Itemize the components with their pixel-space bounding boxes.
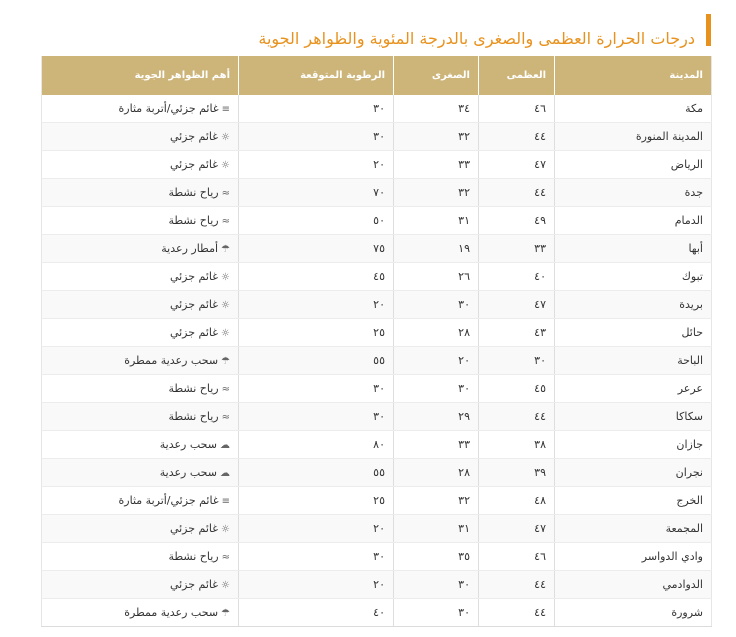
cell-city: مكة xyxy=(555,95,712,123)
cell-city: الرياض xyxy=(555,151,712,179)
cell-min: ٢٩ xyxy=(394,403,479,431)
phenomena-text: سحب رعدية ممطرة xyxy=(124,606,219,619)
page-header xyxy=(0,14,711,46)
cell-min: ٣٢ xyxy=(394,487,479,515)
cell-min: ٣٤ xyxy=(394,95,479,123)
cell-max: ٣٣ xyxy=(479,235,555,263)
cell-city: تبوك xyxy=(555,263,712,291)
cell-phenomena xyxy=(42,487,239,515)
cell-phenomena xyxy=(42,459,239,487)
cell-max: ٤٨ xyxy=(479,487,555,515)
cell-min: ٣٢ xyxy=(394,123,479,151)
cell-humidity: ٤٥ xyxy=(239,263,394,291)
cell-max: ٣٨ xyxy=(479,431,555,459)
cell-min: ٣١ xyxy=(394,207,479,235)
table-row xyxy=(42,179,712,207)
cell-max: ٣٩ xyxy=(479,459,555,487)
table-row xyxy=(42,263,712,291)
weather-icon: ☼ xyxy=(221,272,230,283)
phenomena-text: غائم جزئي xyxy=(169,158,219,171)
phenomena-text: غائم جزئي/أتربة مثارة xyxy=(118,494,219,507)
phenomena-text: سحب رعدية ممطرة xyxy=(124,354,219,367)
cell-phenomena xyxy=(42,151,239,179)
weather-icon: ≡ xyxy=(221,104,230,115)
table-row xyxy=(42,375,712,403)
cell-humidity: ٢٠ xyxy=(239,151,394,179)
cell-min: ٢٨ xyxy=(394,459,479,487)
cell-humidity: ٣٠ xyxy=(239,375,394,403)
weather-icon: ☼ xyxy=(221,328,230,339)
cell-city: عرعر xyxy=(555,375,712,403)
table-row xyxy=(42,319,712,347)
cell-city: وادي الدواسر xyxy=(555,543,712,571)
cell-max: ٤٤ xyxy=(479,123,555,151)
cell-max: ٤٦ xyxy=(479,543,555,571)
weather-icon: ☼ xyxy=(221,580,230,591)
table-row xyxy=(42,403,712,431)
cell-min: ٢٦ xyxy=(394,263,479,291)
table-row xyxy=(42,599,712,627)
phenomena-text: غائم جزئي xyxy=(169,298,219,311)
weather-icon: ☼ xyxy=(221,160,230,171)
weather-icon: ☁ xyxy=(220,468,230,479)
weather-table xyxy=(41,56,712,627)
cell-city: بريدة xyxy=(555,291,712,319)
cell-phenomena xyxy=(42,347,239,375)
cell-humidity: ٣٠ xyxy=(239,543,394,571)
cell-max: ٤٦ xyxy=(479,95,555,123)
weather-icon: ☂ xyxy=(221,608,230,619)
cell-max: ٤٥ xyxy=(479,375,555,403)
cell-phenomena xyxy=(42,291,239,319)
cell-humidity: ٢٠ xyxy=(239,515,394,543)
cell-max: ٤٧ xyxy=(479,515,555,543)
cell-max: ٤٣ xyxy=(479,319,555,347)
cell-humidity: ٥٥ xyxy=(239,459,394,487)
phenomena-text: غائم جزئي/أتربة مثارة xyxy=(118,102,219,115)
cell-min: ٣١ xyxy=(394,515,479,543)
cell-phenomena xyxy=(42,599,239,627)
cell-city: الدوادمي xyxy=(555,571,712,599)
header-min: الصغرى xyxy=(394,56,479,95)
header-row xyxy=(42,56,712,95)
table-body xyxy=(42,95,712,627)
weather-icon: ≈ xyxy=(221,552,230,563)
weather-icon: ☂ xyxy=(221,356,230,367)
cell-max: ٤٤ xyxy=(479,403,555,431)
phenomena-text: رياح نشطة xyxy=(168,550,219,563)
cell-phenomena xyxy=(42,319,239,347)
table-row xyxy=(42,347,712,375)
cell-min: ٣٠ xyxy=(394,375,479,403)
table-row xyxy=(42,235,712,263)
cell-max: ٤٧ xyxy=(479,151,555,179)
cell-max: ٤٤ xyxy=(479,179,555,207)
cell-city: نجران xyxy=(555,459,712,487)
page-title: درجات الحرارة العظمى والصغرى بالدرجة المئوية والظواهر الجوية xyxy=(258,28,695,48)
cell-humidity: ٢٠ xyxy=(239,291,394,319)
cell-city: المجمعة xyxy=(555,515,712,543)
header-phenomena: أهم الظواهر الجوية xyxy=(42,56,239,95)
cell-phenomena xyxy=(42,95,239,123)
header-humidity: الرطوبة المتوقعة xyxy=(239,56,394,95)
weather-icon: ≡ xyxy=(221,496,230,507)
phenomena-text: غائم جزئي xyxy=(169,522,219,535)
cell-city: حائل xyxy=(555,319,712,347)
phenomena-text: رياح نشطة xyxy=(168,382,219,395)
cell-city: شرورة xyxy=(555,599,712,627)
table-row xyxy=(42,487,712,515)
cell-humidity: ٨٠ xyxy=(239,431,394,459)
weather-icon: ☼ xyxy=(221,132,230,143)
phenomena-text: رياح نشطة xyxy=(168,214,219,227)
cell-phenomena xyxy=(42,431,239,459)
table-row xyxy=(42,515,712,543)
cell-city: جدة xyxy=(555,179,712,207)
cell-city: سكاكا xyxy=(555,403,712,431)
cell-humidity: ٣٠ xyxy=(239,95,394,123)
phenomena-text: رياح نشطة xyxy=(168,410,219,423)
cell-city: أبها xyxy=(555,235,712,263)
phenomena-text: غائم جزئي xyxy=(169,130,219,143)
phenomena-text: سحب رعدية xyxy=(159,438,217,451)
table-header xyxy=(42,56,712,95)
cell-min: ٣٣ xyxy=(394,151,479,179)
cell-min: ٣٠ xyxy=(394,599,479,627)
table-row xyxy=(42,151,712,179)
cell-humidity: ٥٥ xyxy=(239,347,394,375)
header-city: المدينة xyxy=(555,56,712,95)
weather-icon: ☼ xyxy=(221,300,230,311)
phenomena-text: أمطار رعدية xyxy=(161,242,219,255)
weather-icon: ≈ xyxy=(221,384,230,395)
cell-humidity: ٧٠ xyxy=(239,179,394,207)
cell-humidity: ٥٠ xyxy=(239,207,394,235)
cell-humidity: ٣٠ xyxy=(239,123,394,151)
cell-min: ١٩ xyxy=(394,235,479,263)
cell-max: ٤٤ xyxy=(479,599,555,627)
table-row xyxy=(42,571,712,599)
cell-max: ٣٠ xyxy=(479,347,555,375)
phenomena-text: سحب رعدية xyxy=(159,466,217,479)
cell-min: ٣٥ xyxy=(394,543,479,571)
weather-icon: ☂ xyxy=(221,244,230,255)
cell-phenomena xyxy=(42,235,239,263)
phenomena-text: غائم جزئي xyxy=(169,326,219,339)
cell-max: ٤٩ xyxy=(479,207,555,235)
cell-phenomena xyxy=(42,403,239,431)
table-row xyxy=(42,543,712,571)
cell-min: ٣٠ xyxy=(394,291,479,319)
cell-min: ٢٠ xyxy=(394,347,479,375)
cell-max: ٤٧ xyxy=(479,291,555,319)
cell-phenomena xyxy=(42,375,239,403)
weather-icon: ≈ xyxy=(221,216,230,227)
cell-max: ٤٤ xyxy=(479,571,555,599)
cell-max: ٤٠ xyxy=(479,263,555,291)
cell-humidity: ٣٠ xyxy=(239,403,394,431)
table-row xyxy=(42,459,712,487)
table-row xyxy=(42,95,712,123)
cell-humidity: ٢٥ xyxy=(239,319,394,347)
cell-city: المدينة المنورة xyxy=(555,123,712,151)
cell-phenomena xyxy=(42,179,239,207)
cell-phenomena xyxy=(42,543,239,571)
cell-city: الباحة xyxy=(555,347,712,375)
table-row xyxy=(42,207,712,235)
weather-icon: ☁ xyxy=(220,440,230,451)
cell-min: ٣٢ xyxy=(394,179,479,207)
phenomena-text: غائم جزئي xyxy=(169,578,219,591)
cell-humidity: ٢٠ xyxy=(239,571,394,599)
weather-icon: ☼ xyxy=(221,524,230,535)
phenomena-text: رياح نشطة xyxy=(168,186,219,199)
table-row xyxy=(42,291,712,319)
table-row xyxy=(42,431,712,459)
cell-city: جازان xyxy=(555,431,712,459)
cell-humidity: ٤٠ xyxy=(239,599,394,627)
cell-phenomena xyxy=(42,123,239,151)
cell-phenomena xyxy=(42,263,239,291)
cell-humidity: ٧٥ xyxy=(239,235,394,263)
phenomena-text: غائم جزئي xyxy=(169,270,219,283)
cell-humidity: ٢٥ xyxy=(239,487,394,515)
cell-city: الخرج xyxy=(555,487,712,515)
cell-phenomena xyxy=(42,515,239,543)
header-max: العظمى xyxy=(479,56,555,95)
cell-min: ٣٣ xyxy=(394,431,479,459)
cell-min: ٣٠ xyxy=(394,571,479,599)
cell-phenomena xyxy=(42,207,239,235)
cell-phenomena xyxy=(42,571,239,599)
cell-city: الدمام xyxy=(555,207,712,235)
cell-min: ٢٨ xyxy=(394,319,479,347)
table-row xyxy=(42,123,712,151)
title-accent-bar xyxy=(706,14,711,46)
weather-icon: ≈ xyxy=(221,412,230,423)
weather-icon: ≈ xyxy=(221,188,230,199)
